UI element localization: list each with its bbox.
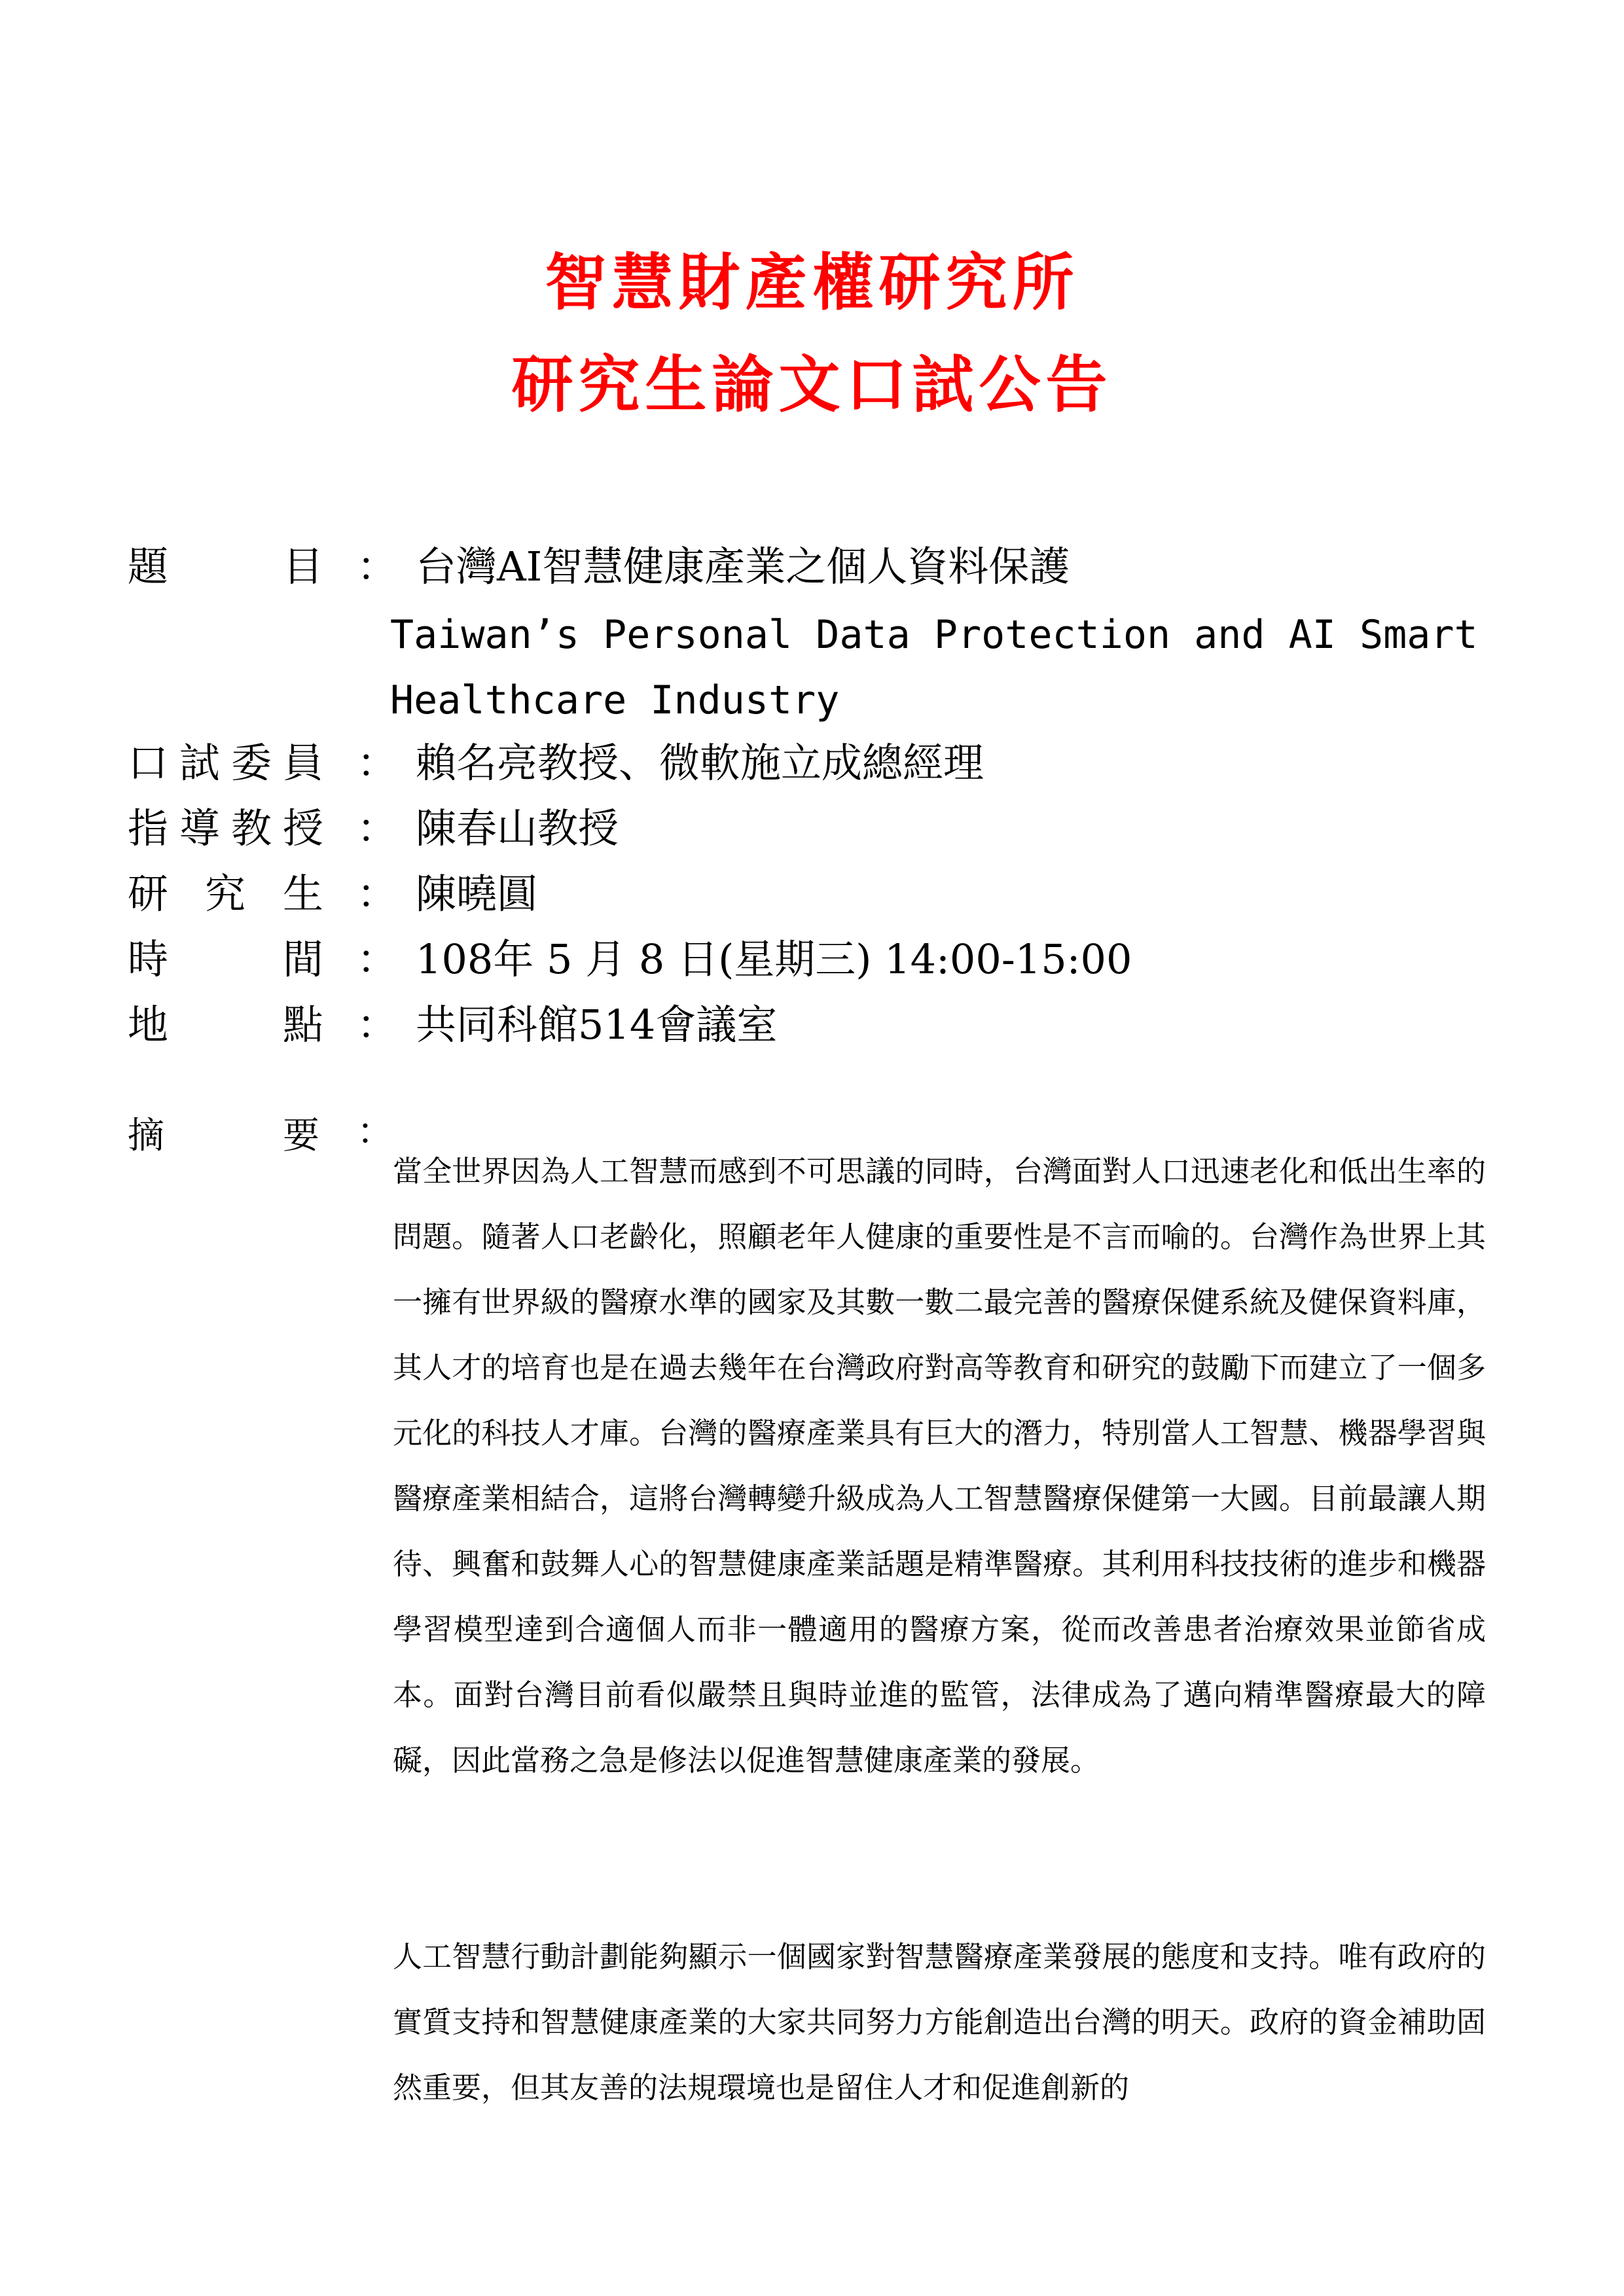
time-colon: ： [357, 935, 398, 983]
time-value: 108年 5 月 8 日(星期三) 14:00-15:00 [416, 935, 1132, 983]
student-colon: ： [357, 870, 398, 918]
announcement-title: 研究生論文口試公告 [511, 349, 1113, 421]
location-colon: ： [357, 1001, 398, 1049]
location-value: 共同科館514會議室 [416, 1001, 778, 1049]
advisor-colon: ： [357, 804, 398, 852]
topic-value-en: Taiwan’s Personal Data Protection and AI Smart Healthcare Industry [390, 612, 1478, 723]
topic-colon: ： [357, 543, 398, 590]
committee-colon: ： [357, 739, 398, 787]
department-title: 智慧財產權研究所 [545, 247, 1079, 319]
committee-value: 賴名亮教授、微軟施立成總經理 [416, 739, 984, 787]
student-value: 陳曉圓 [416, 870, 538, 918]
advisor-value: 陳春山教授 [416, 804, 619, 852]
abstract-paragraph-1: 當全世界因為人工智慧而感到不可思議的同時，台灣面對人口迅速老化和低出生率的問題。隨著人口老齡化，照顧老年人健康的重要性是不言而喻的。台灣作為世界上其一擁有世界級的醫療水準的國家及其數一數二最完善的醫療保健系統及健保資料庫，其人才的培育也是在過去幾年在台灣政府對高等教育和研究的鼓勵下而建立了一個多元化的科技人才庫。台灣的醫療產業具有巨大的潛力，特別當人工智慧、機器學習與醫療產業相結合，這將台灣轉變升級成為人工智慧醫療保健第一大國。目前最讓人期待、興奮和鼓舞人心的智慧健康產業話題是精準醫療。其利用科技技術的進步和機器學習模型達到合適個人而非一體適用的醫療方案，從而改善患者治療效果並節省成本。面對台灣目前看似嚴禁且與時並進的監管，法律成為了邁向精準醫療最大的障礙，因此當務之急是修法以促進智慧健康產業的發展。 [393, 1154, 1486, 1778]
topic-value-zh: 台灣AI智慧健康產業之個人資料保護 [416, 543, 1070, 590]
abstract-paragraph-2: 人工智慧行動計劃能夠顯示一個國家對智慧醫療產業發展的態度和支持。唯有政府的實質支持和智慧健康產業的大家共同努力方能創造出台灣的明天。政府的資金補助固然重要，但其友善的法規環境也是留住人才和促進創新的 [393, 1939, 1486, 2105]
abstract-colon: ： [357, 1111, 393, 1153]
